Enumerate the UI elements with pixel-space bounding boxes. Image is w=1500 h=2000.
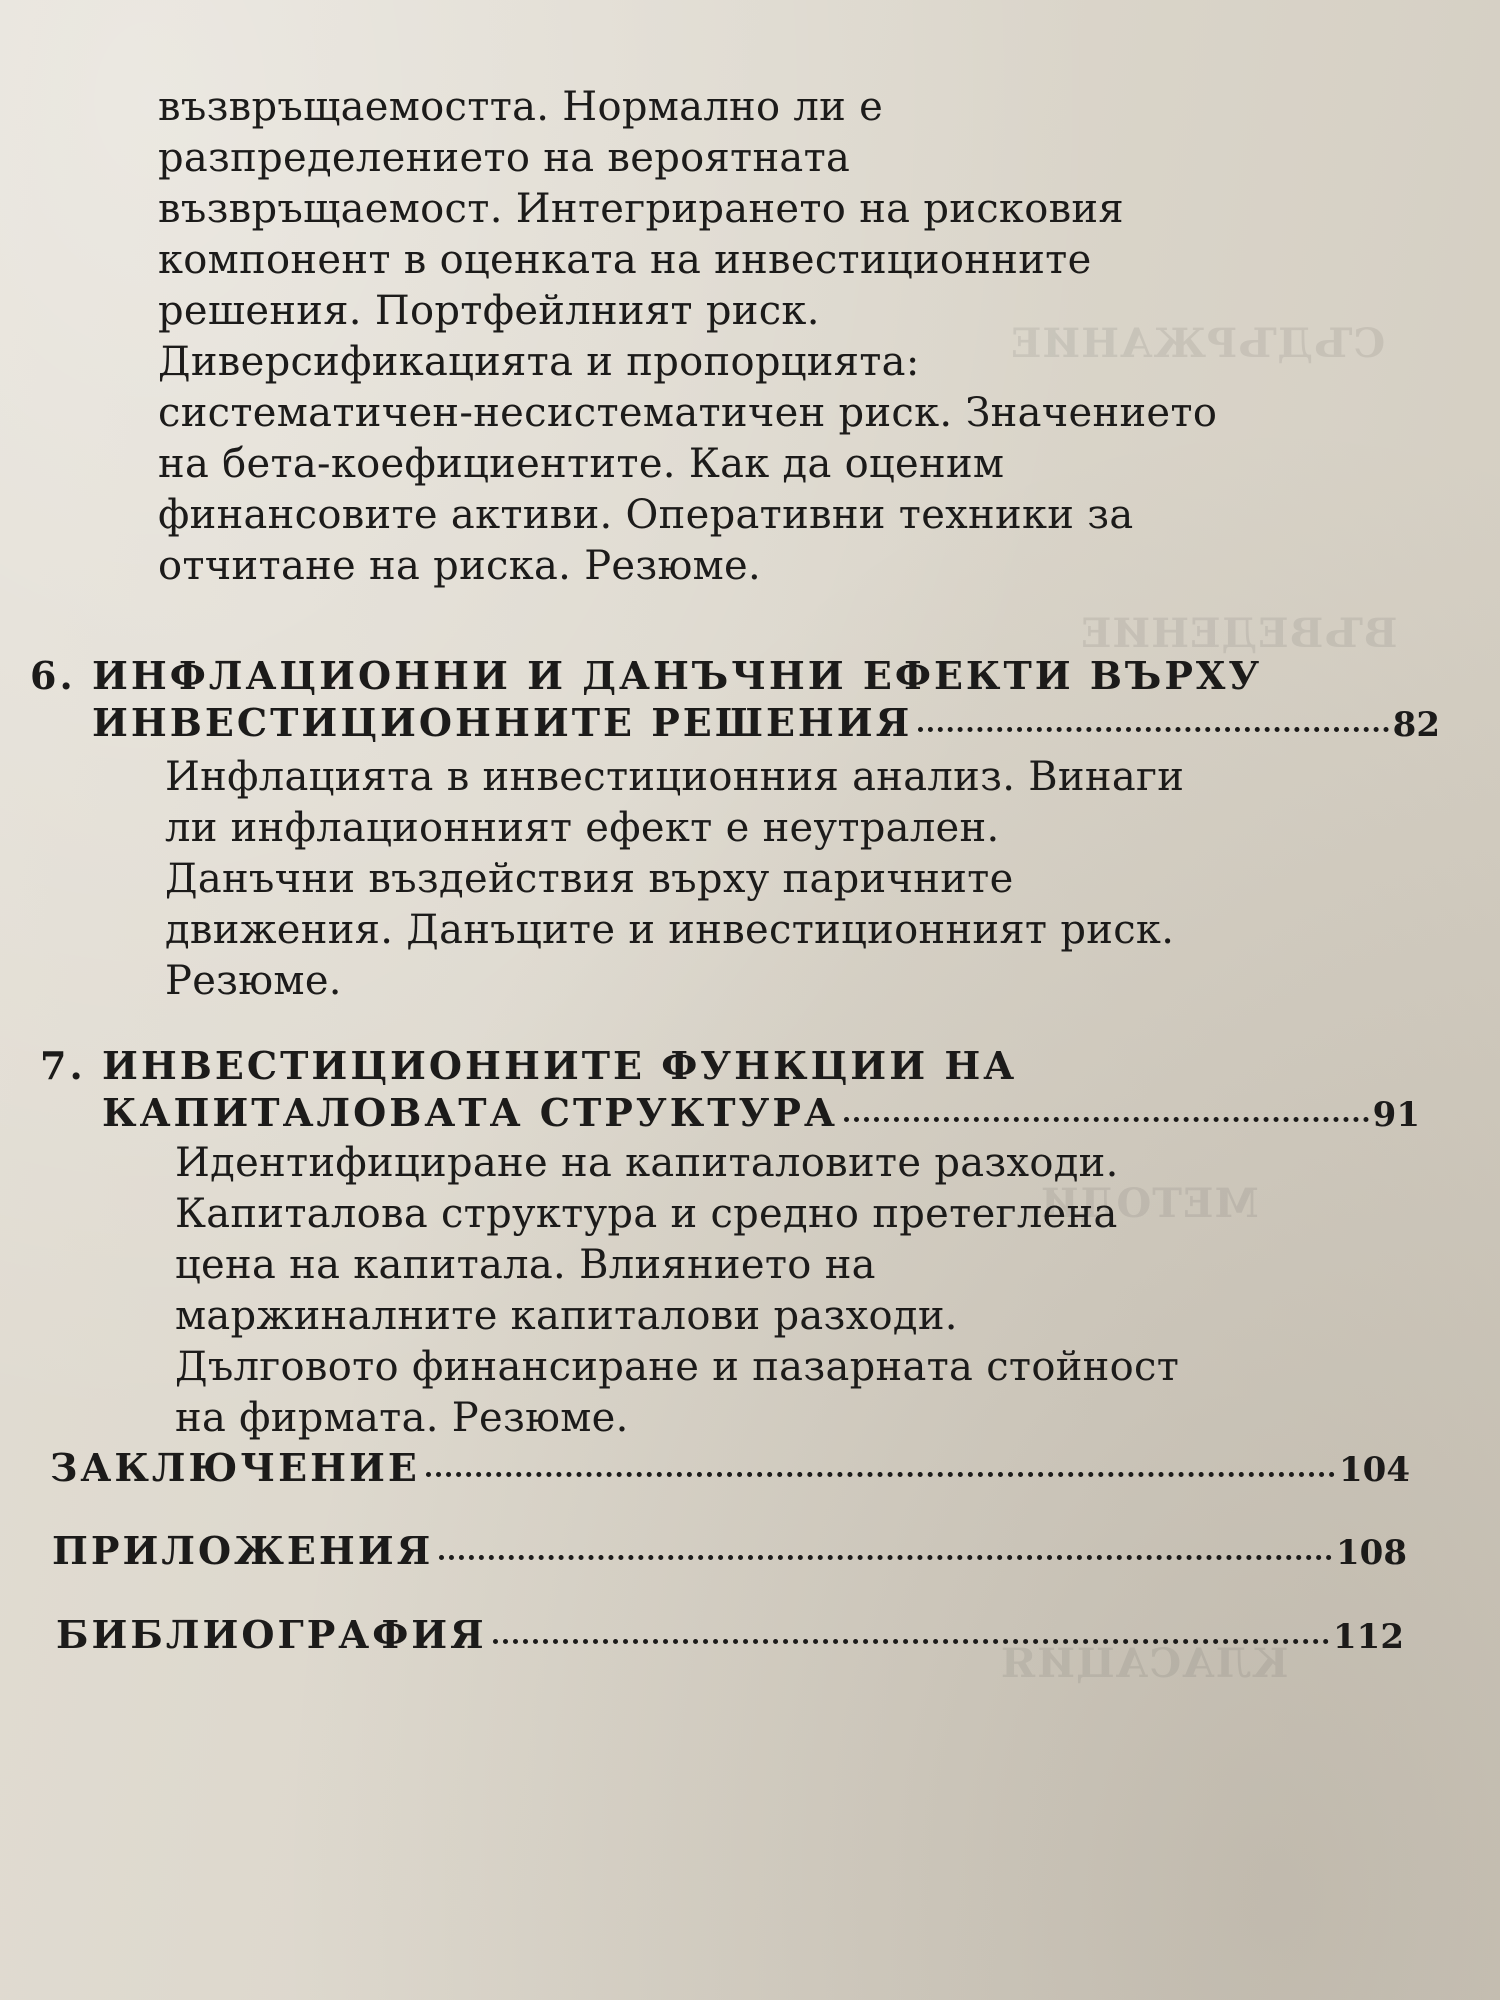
page-number: 112	[1333, 1617, 1404, 1657]
summary-line: движения. Данъците и инвестиционният риск.	[165, 907, 1175, 953]
dot-leader	[844, 1117, 1369, 1122]
section5-summary	[158, 82, 1217, 592]
summary-line: финансовите активи. Оперативни техники за	[158, 492, 1134, 538]
dot-leader	[426, 1472, 1335, 1477]
summary-line: ли инфлационният ефект е неутрален.	[165, 805, 1000, 851]
chapter-title-line1: ИНФЛАЦИОННИ И ДАНЪЧНИ ЕФЕКТИ ВЪРХУ	[92, 653, 1263, 698]
chapter-6-summary	[165, 752, 1184, 1007]
summary-line: систематичен-несистематичен риск. Значението	[158, 390, 1218, 436]
summary-line: възвръщаемост. Интегрирането на рисковия	[158, 186, 1124, 232]
chapter-title-line2: КАПИТАЛОВАТА СТРУКТУРА	[102, 1090, 838, 1135]
appendices-toc-entry[interactable]	[52, 1528, 1407, 1573]
show-through-texture: МЕТОДИ	[1040, 1180, 1259, 1227]
chapter-7-toc-entry[interactable]	[102, 1090, 1420, 1135]
summary-line: Капиталова структура и средно претеглена	[175, 1191, 1118, 1237]
summary-line: възвръщаемостта. Нормално ли е	[158, 84, 884, 130]
summary-line: Диверсификацията и пропорцията:	[158, 339, 920, 385]
show-through-texture: СЪДЪРЖАНИЕ	[1010, 320, 1386, 367]
page-number: 91	[1372, 1095, 1420, 1135]
chapter-title-line1: ИНВЕСТИЦИОННИТЕ ФУНКЦИИ НА	[102, 1043, 1018, 1088]
summary-line: Дълговото финансиране и пазарната стойност	[175, 1344, 1180, 1390]
chapter-6-toc-entry[interactable]	[92, 700, 1440, 745]
entry-title: БИБЛИОГРАФИЯ	[56, 1612, 487, 1657]
summary-line: отчитане на риска. Резюме.	[158, 543, 762, 589]
summary-line: Идентифициране на капиталовите разходи.	[175, 1140, 1119, 1186]
show-through-texture: КЛАСАЦИЯ	[1000, 1640, 1289, 1687]
summary-line: решения. Портфейлният риск.	[158, 288, 820, 334]
dot-leader	[918, 727, 1388, 732]
summary-line: на бета-коефициентите. Как да оценим	[158, 441, 1005, 487]
chapter-number: 7.	[40, 1043, 86, 1088]
summary-line: разпределението на вероятната	[158, 135, 851, 181]
dot-leader	[439, 1555, 1332, 1560]
summary-line: цена на капитала. Влиянието на	[175, 1242, 876, 1288]
entry-title: ПРИЛОЖЕНИЯ	[52, 1528, 434, 1573]
page-number: 82	[1392, 705, 1440, 745]
chapter-7-heading	[40, 1040, 1017, 1092]
summary-line: компонент в оценката на инвестиционните	[158, 237, 1092, 283]
chapter-number: 6.	[30, 653, 76, 698]
summary-line: Резюме.	[165, 958, 342, 1004]
entry-title: ЗАКЛЮЧЕНИЕ	[50, 1445, 420, 1490]
summary-line: маржиналните капиталови разходи.	[175, 1293, 958, 1339]
chapter-7-summary	[175, 1138, 1179, 1444]
summary-line: Данъчни въздействия върху паричните	[165, 856, 1014, 902]
bibliography-toc-entry[interactable]	[56, 1612, 1404, 1657]
page-number: 104	[1339, 1450, 1410, 1490]
chapter-6-heading	[30, 650, 1262, 702]
chapter-title-line2: ИНВЕСТИЦИОННИТЕ РЕШЕНИЯ	[92, 700, 913, 745]
conclusion-toc-entry[interactable]	[50, 1445, 1410, 1490]
summary-line: Инфлацията в инвестиционния анализ. Винаги	[165, 754, 1185, 800]
page-number: 108	[1336, 1533, 1407, 1573]
show-through-texture: ВЪВЕДЕНИЕ	[1080, 610, 1398, 657]
summary-line: на фирмата. Резюме.	[175, 1395, 629, 1441]
dot-leader	[493, 1639, 1329, 1644]
